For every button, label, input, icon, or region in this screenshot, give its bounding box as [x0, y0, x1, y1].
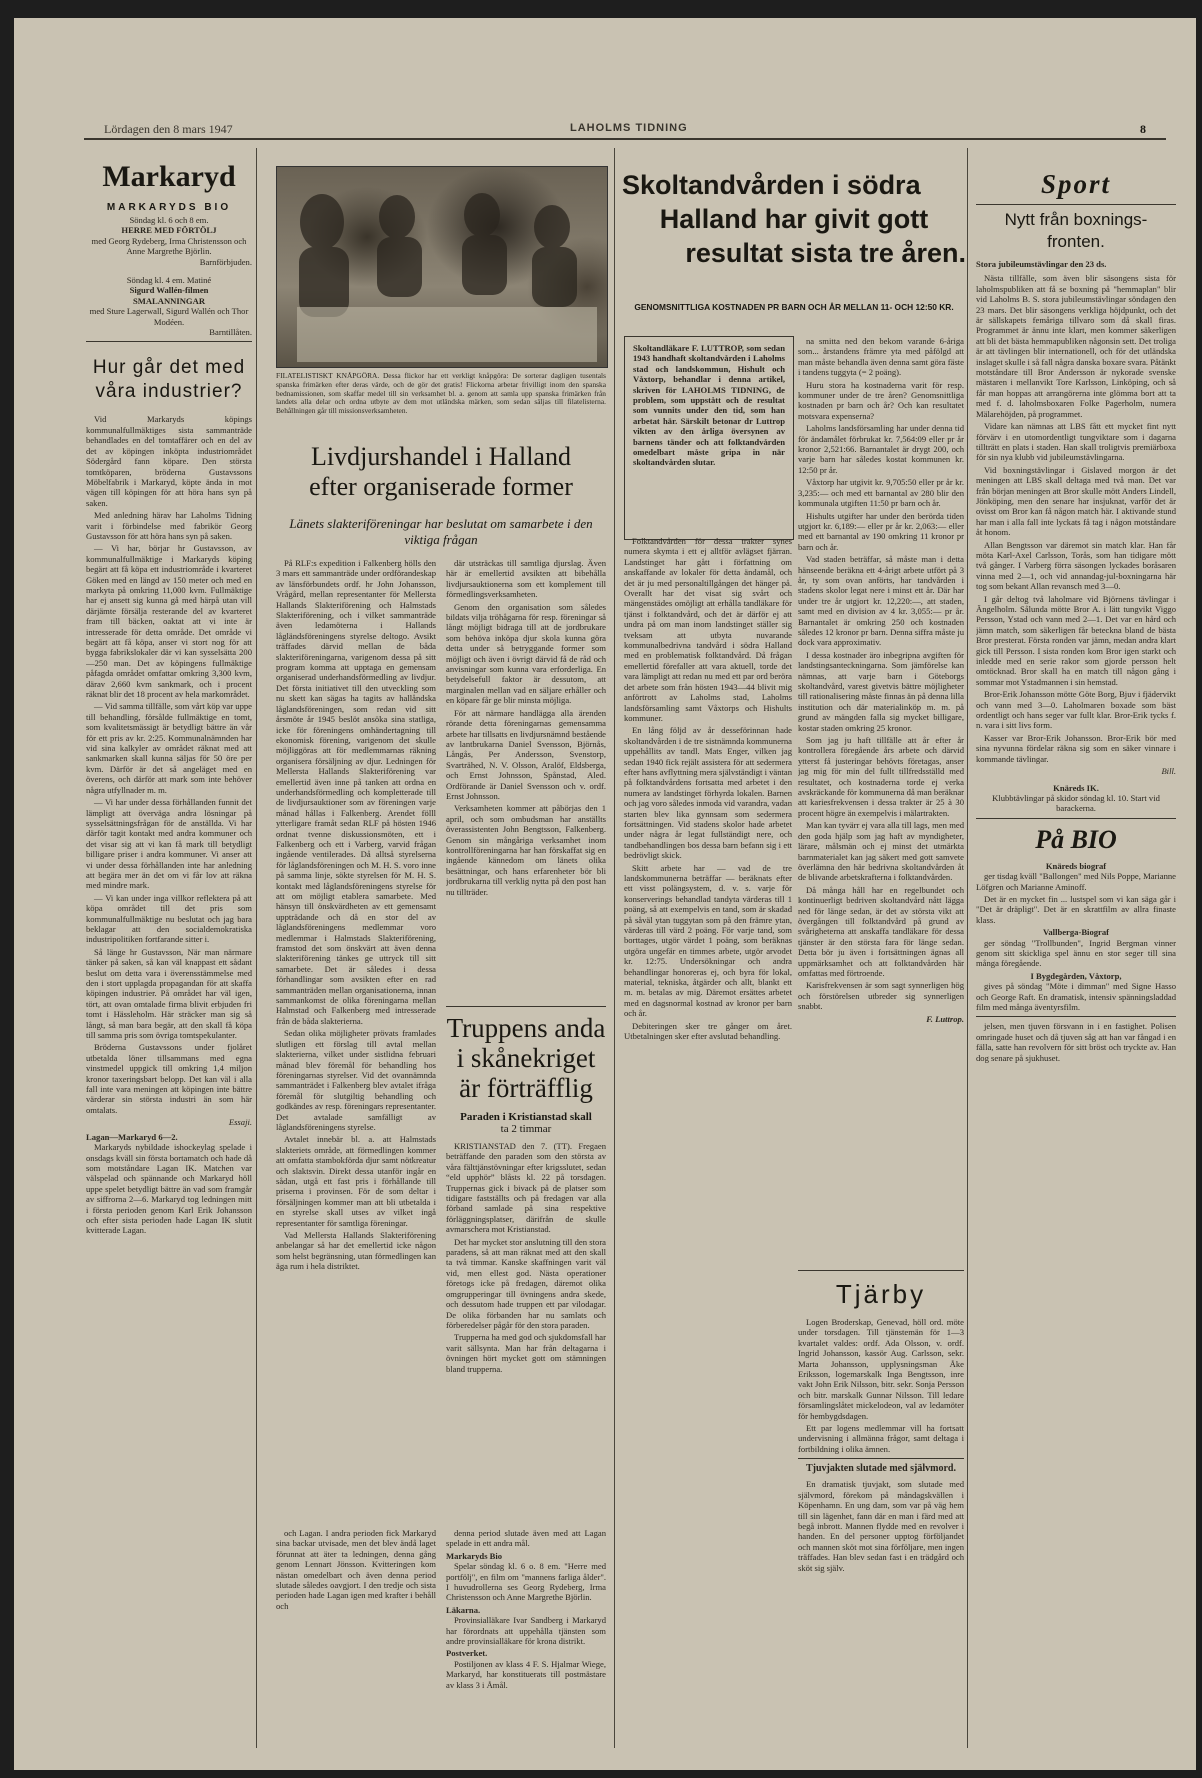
- bio-section-body: [976, 861, 1176, 1063]
- signature: Bill.: [1161, 766, 1176, 777]
- paragraph: I dessa kostnader äro inbegripna avgiften för landstingsanteckningarna. Som jämförelse kan nämnas, att varje barn i Göteborgs skoltandvård, varest givetvis bättre möjligheter till rationalisering måste finnas än på denna lilla institution och där materialinköp m. m. på grund av mängden falla sig mycket billigare, kostar staden omkring 25 kronor.: [798, 649, 964, 733]
- paragraph: där utsträckas till samtliga djurslag. Även här är emellertid avsikten att bibehålla livdjursauktionerna som ett komplement till förmedlingsverksamheten.: [446, 558, 606, 600]
- paragraph: Med anledning härav har Laholms Tidning varit i förbindelse med fabrikör Georg Gustavsson för att höra hans syn på saken.: [86, 510, 252, 541]
- bio-line: HERRE MED FÖRTÖLJ: [121, 225, 217, 236]
- column-rule: [256, 148, 257, 1748]
- paragraph: jelsen, men tjuven försvann in i en fastighet. Polisen omringade huset och då tjuven såg att han var fångad i en fälla, satte han revolvern för sitt bröst och tryckte av. Han dog senare på sjukhuset.: [976, 1021, 1176, 1063]
- cinema-title: Vallberga-Biograf: [1042, 927, 1110, 938]
- paragraph: Så länge hr Gustavsson, När man närmare tänker på saken, så kan väl knappast ett sådant beslut om detta vara i överensstämmelse med den i stort upplagda propagandan för att skaffa köpingen industrier. På området har väl igen, tört, att ovan omtalade firma blivit erbjuden fri tomt i Hässleholm. Här sträcker man sig så långt, så man bara begär, att den skall få köpa till samma pris som övriga tomtspekulanter.: [86, 946, 252, 1041]
- paragraph: En lång följd av år desseförinnan hade skoltandvården i de tre sistnämnda kommunerna uppehållits av tandl. Mats Enger, vilken jag sedan 1940 fick rejält assistera för att sedermera efter hans avflyttning mera självständigt i väntan på folktandvårdens fortsatta med arbetet i den numera av landstinget förhyrda lokalen. Barnen och jag voro således inmoda vid varandra, vadan starten blev lika gynnsam som sedermera fortsättningen. Vid stadens skolor hade arbetet under några år legat fullständigt nere, och tandbehandlingen bos dessa barn befann sig i ett bedrövligt skick.: [624, 725, 792, 861]
- paragraph: Spelar söndag kl. 6 o. 8 em. "Herre med portfölj", en film om "mannens farliga ålder". I huvudrollerna ses Georg Rydeberg, Irma Christensson och Anne Margrethe Björlin.: [446, 1561, 606, 1603]
- markaryd-sport-continued: [276, 1528, 436, 1758]
- sport-title: Sport: [1040, 169, 1112, 199]
- sport-lead: Stora jubileumstävlingar den 23 ds.: [976, 259, 1107, 269]
- column-rule: [967, 148, 968, 1748]
- skoltand-title: Halland har givit gott: [659, 204, 929, 234]
- markaryd-notices: [446, 1528, 606, 1758]
- cinema-title: Knäreds biograf: [1045, 860, 1107, 871]
- divider: [798, 1270, 964, 1271]
- paragraph: och Lagan. I andra perioden fick Markaryd sina backar utvisade, men det blev ändå laget förunnat att äter ta ledningen, denna gång genom Lennart Jönsson. Kvitteringen kom nästan omedelbart och även denna period slutade således oavgjort. I den tredje och sista perioden hade Lagan igen med krafter i behåll och: [276, 1528, 436, 1611]
- paragraph: — Vi har under dessa förhållanden funnit det lämpligt att överväga andra lösningar på sysselsättningsfrågan för de anställda. Vi har därför tagit kontakt med andra kommuner och det visar sig att vi kan få mark till betydligt billigare priser i andra kommuner. Vi anser att vi under dessa förhållanden inte har anledning att begära mer än det om vi får lov att räkna med mindre mark.: [86, 797, 252, 891]
- paragraph: Ett par logens medlemmar vill ha fortsatt undervisning i allmänna frågor, samt deltaga i fortbildning i olika ämnen.: [798, 1423, 964, 1454]
- photo-caption: FILATELISTISKT KNÅPGÖRA. Dessa flickor har ett verkligt knåpgöra: De sorterar dagligen tusentals spanska frimärken efter deras värde, och de gör det gratis! Flickorna arbetar frivilligt inom den spanska bednamissionen, som skaffar medel till sin verksamhet bl. a. genom att samla upp spanska frimärken från landets alla delar och ordna utbyte av dem mot utländska märken, som sedan säljas till filatelisterna. Behållningen går till missionsverksamheten.: [276, 372, 606, 416]
- sport-subtitle: fronten.: [1047, 232, 1105, 251]
- paragraph: Kasser var Bror-Erik Johansson. Bror-Erik bör med sina nyvunna fördelar räkna sig som en säker vinnare i kommande tävlingar.: [976, 732, 1176, 764]
- markaryd-title: Markaryd: [102, 160, 236, 193]
- knareds-title: Knäreds IK.: [1053, 782, 1099, 793]
- tjuvjakt-title: Tjuvjakten slutade med självmord.: [805, 1463, 956, 1475]
- divider: [976, 204, 1176, 205]
- paragraph: Som jag ju haft tillfälle att år efter år kontrollera föregående års arbete och därvid ytterst få justeringar behövts företagas, anser jag mig för min del fullt tillfredsställd med resultatet, och kostnaderna torde ej verka avskräckande för kommunerna då man beräknar att kariesfrekvensen i dessa trakter är 25 à 30 procent högre än exempelvis i mälartrakten.: [798, 735, 964, 818]
- notice-title: Läkarna.: [446, 1604, 481, 1615]
- paragraph: Vidare kan nämnas att LBS fått ett mycket fint nytt förvärv i en utomordentligt tungviktare som i dagarna tillträtt en plats i staden. Han skall troligtvis premiärboxa för sin nya klubb vid jubileumstävlingarna.: [976, 421, 1176, 463]
- paragraph: Skitt arbete har — vad de tre landskommunerna beträffar — beräknats efter ett visst polängsystem, d. v. s. varje för konserverings behandlad tandyta värderas till 1 poäng, så att exempelvis en tand, som är skadad på såväl ytan tuggytan som på den främre ytan, värderas till värd 2 poäng. För varje tand, som borttages, utgör värdet 1 poäng, som beräknas utgöra ungefär en timmes arbete, utgör arvodet kr. 12:75. Undersökningar och andra behandlingar honoreras ej, och byra för lokal, material, tekniska, åtgärder och allt, blankt ett m. m. betalas av mig. Däremot ersättes arbetet med en dagsnormal kostnad av kronor per barn och år.: [624, 862, 792, 1019]
- paragraph: KRISTIANSTAD den 7. (TT). Fregaen beträffande den paraden som den största av våra fälttjänstövningar efter krigsslutet, sedan “eld upphör” blåsts kl. 22 på torsdagen. Truppernas gick i bivack på de platser som tidigare fastställts och på fredagen var alla förband samlade på sina respektive förläggningsplatser, därifrån de skulle avmarschera mot Kristianstad.: [446, 1141, 606, 1235]
- paragraph: Debiteringen sker tre gånger om året. Utbetalningen sker efter avslutad behandling.: [624, 1020, 792, 1042]
- sport-subtitle: Nytt från boxnings-: [1004, 210, 1148, 229]
- livdjur-headline: [272, 442, 610, 512]
- truppen-subtitle: ta 2 timmar: [500, 1123, 552, 1135]
- paragraph: Huru stora ha kostnaderna varit för resp. kommuner under de tre åren? Genomsnittliga kostnaden pr barn och år? Och kan resultatet motsvara expenserna?: [798, 379, 964, 421]
- bio-line: Söndag kl. 6 och 8 em.: [129, 215, 209, 225]
- paragraph: Avtalet innebär bl. a. att Halmstads slakteriets område, att förmedlingen kommer att omfatta stambokförda djur samt nötkreatur och slaktsvin. Direkt dessa utanför ingår en sådan, utgå ett fast pris i förhållande till priserna i provinsen. För de som deltar i försäljningen kommer man att bli utbetalda i en styrelse skall utses av vilket ingå representanter för samtliga föreningar.: [276, 1134, 436, 1228]
- divider: [976, 1016, 1176, 1017]
- matine-line: Barntillåten.: [209, 327, 252, 338]
- truppen-article: [446, 1002, 606, 1522]
- paragraph: na smitta ned den bekom varande 6-åriga som... årstandens främre yta med påfölgd att man måste behandla även denna samt göra fäste i tandens tuggyta (= 2 poäng).: [798, 336, 964, 378]
- signature: Essaji.: [228, 1117, 252, 1128]
- paragraph: ger söndag "Trollbunden", Ingrid Bergman vinner genom sitt skickliga spel ännu en stor seger till sina många föregående.: [976, 937, 1176, 969]
- bio-line: med Georg Rydeberg, Irma Christensson och Anne Margrethe Björlin.: [91, 235, 247, 257]
- sport-body: [976, 273, 1176, 813]
- skoltand-body-right: [798, 336, 964, 1256]
- paragraph: I går deltog två laholmare vid Björnens tävlingar i Ängelholm. Sålunda mötte Bror A. i lätt tungvikt Viggo Persson, Ystad och vann med 2—1. Det var en hård och jämn match, som säkerligen får beteckna bland de bästa Bror presterat. Första ronden var jämn, medan andra klart gick till Persson. I sista ronden kom Bror igen starkt och inledde med en serie rakor som gjorde persson helt omtöcknad. Bror skall ha en match till någon gång i sommar mot Ystadmannen i sin hemstad.: [976, 593, 1176, 687]
- paragraph: — Vid samma tillfälle, som vårt köp var uppe till behandling, försålde fullmäktige en tomt, som kvalitetsmässigt är betydligt bättre än vår för ett pris av kr. 2:25. Kommunalnämnden har vid sina kalkyler av området räknat med att sankmarken skall kunna säljas för 50 öre per kvm. Därför är det så angeläget med en överens, och därför att mark som inte behöver några utfyllnader m. m.: [86, 701, 252, 795]
- paragraph: — Vi har, börjar hr Gustavsson, av kommunalfullmäktige i Markaryds köping begärt att få köpa ett industriområde i kvarteret Göken med en längd av 150 meter och med en markyta på omkring 11,000 kvm. Fullmäktige har ej ansett sig kunna gå med härpå utan vill därjämte försälja resterande del av kvarteret fram till bäcken, oaktat att vi inte är intresserade för detta område. Det område vi begärt att få köpa, anser vi stort nog för att bygga fabrikslokaler där vi kan sysselsätta 200—250 man. Det av köpingens fullmäktige påfagda området omfattar omkring 3,300 kvm, därav 2,660 kvm sankmark, och i procent räknat blir det 18 procent av hela markområdet.: [86, 543, 252, 700]
- skoltand-subtitle: GENOMSNITTLIGA KOSTNADEN PR BARN OCH ÅR MELLAN 11- OCH 12:50 KR.: [634, 302, 954, 312]
- paragraph: Det är en mycket fin ... lustspel som vi kan säga går i "Det är dräpligt". Det är en skrattfilm av allra finaste klass.: [976, 893, 1176, 925]
- livdjur-title: Livdjurshandel i Halland: [311, 442, 571, 471]
- column-rule: [614, 148, 615, 1748]
- truppen-title: i skånekriget: [456, 1043, 596, 1073]
- paragraph: Man kan tyvärr ej vara alla till lags, men med den goda hjälp som jag haft av myndigheter, lärare, målsmän och ej minst det utmärkta barnmaterialet kan jag säkert med gott samvete överlämna den här bedrivna skoltandvården åt de blivande arbetskrafterna i folktandvården.: [798, 820, 964, 883]
- paragraph: Markaryds nybildade ishockeylag spelade i onsdags kväll sin första bortamatch och hade då som motståndare Lagan IK. Matchen var välspelad och spännande och Markaryd höll uppe spelet betydligt bättre än vad som framgår av siffrorna 2—6. Markaryd tog ledningen mitt i första perioden genom Karl Erik Johansson och efter sista perioden hade Lagan IK slutit kvitterade Lagan.: [86, 1142, 252, 1236]
- paragraph: Logen Broderskap, Genevad, höll ord. möte under torsdagen. Till tjänstemän för 1—3 kvartalet valdes: ordf. Ada Olsson, v. ordf. Ingrid Johansson, kassör Aug. Carlsson, sekr. Marta Johansson, upplysningsman Åke Eriksson, logemarskalk Inga Bengtsson, inre vakt John Erik Nilsson, bitr. sekr. Sonja Persson och bitr. marskalk Gunnar Nilsson. Till ledare församlingslåtet mickelodeon, val av ledamöter för hembygdsdagen.: [798, 1317, 964, 1421]
- paragraph: För att närmare handlägga alla ärenden rörande detta föreningarnas gemensamma arbete har tillsatts en livdjursnämnd bestående av lantbrukarna Daniel Svensson, Björnås, Långås, Per Andersson, Svenstorp, Svarträhed, N. V. Olsson, Aralöf, Eldsberga, och Ernst Johnsson, Spånstad, Aled. Ordförande är Daniel Svensson och v. ordf. Ernst Johnsson.: [446, 707, 606, 801]
- header-paper-name: LAHOLMS TIDNING: [570, 122, 688, 134]
- header-date: Lördagen den 8 mars 1947: [104, 122, 233, 136]
- livdjur-body-left: [276, 558, 436, 1518]
- industry-article: [86, 414, 252, 1235]
- paragraph: Hishults utgifter har under den berörda tiden utgjort kr. 6,189:— eller pr år kr. 2,063:— eller med ett barnantal av 190 omkring 11 kronor pr barn och år.: [798, 510, 964, 552]
- skoltand-title: resultat sista tre åren.: [685, 238, 966, 268]
- divider: [86, 341, 252, 342]
- matine-line: Söndag kl. 4 em. Matiné: [126, 275, 212, 286]
- paragraph: Nästa tillfälle, som även blir säsongens sista för laholmspubliken att få se boxning på "hemmaplan" blir vid Laholms B. S. stora jubileumstävlingar söndagen den 23 mars. Det blir säsongens verkliga höjdpunkt, och det är sällskapets femåriga tillvaro som då skall firas. Programmet är ännu inte klart, men kommer säkerligen att bli det bästa hemmapubliken någonsin sett. Det troliga är att tävlingen blir internationell, och för det utländska inslaget skulle i så fall några danska boxare svara. Påtänkt motståndare till Bror Andersson är nykorade svenske mästaren i mellanvikt Tore Karlsson, Linköping, och så får man hoppas att arrangörerna inte glömma bort att ta med f. d. laholmsboxaren Folke Pagerholm, numera Mälarehöjden, på programmet.: [976, 273, 1176, 419]
- paragraph: Genom den organisation som således bildats vilja tröhågarna för resp. föreningar så långt möjligt bidraga till att de jordbrukare som behöva inköpa djur skola kunna göra detta under så betryggande former som möjligt och även i övrigt därvid få de råd och anvisningar som kunna vara erforderliga. En betydelsefull faktor är dessutom, att marginalen mellan vad en säljare erhåller och en köpare får ge blir minsta möjliga.: [446, 601, 606, 706]
- paragraph: ger tisdag kväll "Ballongen" med Nils Poppe, Marianne Löfgren och Marianne Aminoff.: [976, 871, 1176, 892]
- knareds-body: Klubbtävlingar på skidor söndag kl. 10. Start vid barackerna.: [992, 792, 1160, 814]
- paragraph: Karisfrekvensen är som sagt synnerligen hög och förstörelsen utbreder sig synnerligen snabbt.: [798, 980, 964, 1012]
- paragraph: Sedan olika möjligheter prövats framlades slutligen ett förslag till avtal mellan slakterierna, vilket under sistlidna februari månad blev föremål för behandling hos föreningarnas styrelser. Vid det ovannämnda sammanträdet i Falkenberg blev avtalet ifråga föremål för slutgiltig behandling och godkändes av resp. föreningars representanter. Det avtalade samfälligt av låglandsföreningens styrelse.: [276, 1028, 436, 1132]
- paragraph: Provinsialläkare Ivar Sandberg i Markaryd har förordnats att uppehålla tjänsten som andre provinsialläkare för krona distrikt.: [446, 1615, 606, 1647]
- truppen-subtitle: Paraden i Kristianstad skall: [460, 1111, 592, 1123]
- paragraph: Våxtorp har utgivit kr. 9,705:50 eller pr år kr. 3,235:— och med ett barnantal av 280 blir den kommunala utgiften 11:50 pr barn och år.: [798, 477, 964, 509]
- photo-figures: [277, 167, 607, 367]
- paragraph: — Vi kan under inga villkor reflektera på att köpa området till det pris som kommunalfullmäktige nu beslutat och jag bara beklagar att den socialdemokratiska industripolitiken fortfarande sitter i.: [86, 892, 252, 945]
- tjarby-title: Tjärby: [835, 1279, 927, 1309]
- tjarby-body: [798, 1317, 964, 1573]
- livdjur-title: efter organiserade former: [309, 472, 573, 501]
- paragraph: Vid boxningstävlingar i Gislaved morgon är det meningen att LBS skall deltaga med två man. Det var från början meningen att Bror skulle mött Anders Lindell, Jönköping, men den senare har insjuknat, varför det är ovisst om Bror kan få någon match här. I aktivande stund har man i alla fall inte lyckats få tag i någon motståndare åt honom.: [976, 464, 1176, 538]
- header-page-number: 8: [1140, 122, 1146, 136]
- matine-schedule: [86, 275, 252, 337]
- matine-line: Sigurd Wallén-filmen: [129, 285, 209, 296]
- skoltand-intro-box: Skoltandläkare F. LUTTROP, som sedan 1943 handhaft skoltandvården i Laholms stad och landskommun, Hishult och Våxtorp, behandlar i denna artikel, skriven för LAHOLMS TIDNING, de problem, som uppstått och de resultat som vunnits under den tid, som han arbetat här. Särskilt betonar dr Luttrop vikten av den årliga översynen av barnens tänder och att folktandvården omedelbart måste gripa in när skoltandvården slutar.: [624, 336, 794, 540]
- notice-title: Postverket.: [446, 1648, 488, 1659]
- paragraph: denna period slutade även med att Lagan spelade in ett andra mål.: [446, 1528, 606, 1549]
- paragraph: Vad staden beträffar, så måste man i detta hänseende beräkna ett 4-årigt arbete utfört på 3 år, ty som ovan anförts, har tandvården i stadens skolor legat nere i minst ett år. Där har under tre år utgjort kr. 12,220:—, att staden, samt med en division av 4 kr. 3,055:— pr år. Barnantalet är omkring 250 och kostnaden således 12 kronor pr barn. Denna siffra måste ju dock vara approximativ.: [798, 554, 964, 648]
- bio-line: Barnförbjuden.: [199, 256, 252, 267]
- skoltand-title: Skoltandvården i södra: [622, 170, 921, 200]
- matine-line: med Sture Lagerwall, Sigurd Wallén och Thor Modéen.: [89, 306, 249, 327]
- paragraph: Då många håll har en regelbundet och kontinuerligt bedriven skoltandvård nått lägga ned för länge sedan, är det av största vikt att övergången till folktandvård på grund av svårigheterna att anskaffa tandläkare för dessa tjänster är den största fara för länge sedan. Detta bör ju även i fortsättningen ägnas all uppmärksamhet och att folktandvården här omfattas med förtroende.: [798, 884, 964, 978]
- paragraph: Vad Mellersta Hallands Slakteriförening anbelangar så har det emellertid icke någon som helst begränsning, utan förmedlingen kan äga rum i hela distriktet.: [276, 1230, 436, 1272]
- paragraph: gives på söndag "Möte i dimman" med Signe Hasso och George Raft. En dramatisk, intensiv spänningsladdad film med många äventyrsfilm.: [976, 981, 1176, 1012]
- tjarby-article: [798, 1266, 964, 1756]
- paragraph: Folktandvården för dessa trakter synes numera skymta i ett ej alltför avlägset fjärran. Landstinget har gått i författning om anskaffande av lokaler för detta ändamål, och det är ju med personaltillgången det hänger på. Overallt har det visat sig svårt och mängenstädes omöjligt att erhålla tandläkare för tjänst i folktandvård, och det är därför ej att undra på om man inom landstinget ställer sig tveksam att utbyta nuvarande kommunalbedrivna tandvård i södra Halland med en problematisk folktandvård. Då frågan emellertid förefaller att vara aktuell, torde det vara lämpligt att redan nu med ett par ord beröra det arbete som från hösten 1943—44 blivit mig anförtrott av Laholms stad, Laholms landsförsamling samt Våxtorps och Hishults kommuner.: [624, 536, 792, 723]
- skoltand-body-left: [624, 536, 792, 1476]
- paragraph: Bror-Erik Johansson mötte Göte Borg, Bjuv i fjädervikt och vann med 3—0. Laholmaren boxade som bäst ordentligt och hans seger var fullt klar. Bror-Erik tycks f. n. vara i sitt livs form.: [976, 689, 1176, 731]
- sport-column: [976, 168, 1176, 1758]
- truppen-title: är förträfflig: [459, 1073, 593, 1103]
- industry-title: Hur går det med våra industrier?: [92, 357, 246, 403]
- paragraph: Allan Bengtsson var däremot sin match klar. Han får möta Karl-Axel Carlsson, Torås, som han tidigare mött två gånger. I Varberg förra säsongen lyckades boråsaren vinna med 2—1, och vid annandag-jul-boxningarna här tog som bekant Allan revansch med 3—0.: [976, 539, 1176, 592]
- notice-title: Markaryds Bio: [446, 1550, 503, 1561]
- paragraph: Vid Markaryds köpings kommunalfullmäktiges sista sammanträde behandlades en del tomtaffärer och en del av det av köpingen inköpta industriområdet Södergård fann köpare. Den största tomtköparen, bröderna Gustavssons Möbelfabrik i Markaryd, köpte ända in mot vägen till köpingen för att höra hans syn på saken.: [86, 414, 252, 508]
- livdjur-subtitle: Länets slakteriföreningar har beslutat om samarbete i den viktiga frågan: [289, 516, 593, 547]
- signature: F. Luttrop.: [926, 1013, 964, 1024]
- news-photo: [276, 166, 608, 368]
- skoltand-headline: [622, 168, 966, 288]
- divider: [976, 818, 1176, 819]
- matine-line: SMALANNINGAR: [132, 295, 206, 306]
- bio-section-title: På BIO: [1035, 824, 1117, 854]
- paragraph: Bröderna Gustavssons under fjolåret utbetalda löner tillsammans med egna vinstmedel uppgick till omkring 1,4 miljon kronor taxeringsbart belopp. Det kan väl i alla fall inte vara meningen att köpingen inte bättre värderar sin största industri än som här omtalats.: [86, 1042, 252, 1115]
- paragraph: På RLF:s expedition i Falkenberg hölls den 3 mars ett sammanträde under ordförandeskap av länsförbundets ordf. hr John Johansson, Vrågård, mellan representanter för Mellersta Hallands Slakteriförening och Halmstads Slakteriförening, och i vilket sammanträde även ledamöterna i Hallands lågländsföreningens styrelse deltogo. Avsikt träffades därvid mellan de båda slakteriföreningarna, varigenom dessa på sitt program komma att upptaga en gemensam organiserad underhandsförmedling av livdjur. Det första initiativet till den utveckling som nu skett kan sägas ha tagits av hallåndska låglandsföreningen, som redan vid sitt årsmöte år 1945 beslöt ansöka sina statliga, icke för föreningens omhändertagning till ekonomisk förening, varigenom det skulle möjliggöras att för medlemmarnas räkning organisera försäljning av djur. Ledningen för Mellersta Hallands Slakteriförening var emellertid även inne på tanken att ordna en underhandsförmedling och kompletterade till de livdjursauktioner som av föreningen varje månad hållas i Falkenberg. Arendet fölll ytterligare framåt sedan RLF på hösten 1946 ordnat tvenne diskussionsmöten, ett i Falkenberg och ett i Varberg, varvid frågan ingående ventilerades. Då alltså styrelserna för låglandsföreningen och M. H. S. voro inne på samma linje, sökte styrelsen för M. H. S. kontakt med låglandsföreningens styrelse för att om möjligt etablera samarbete. Med hänsyn till önskvärdheten av ett gemensamt uppträdande och då en stor del av låglandsföreningens medlemmar voro medlemmar i Halmstads Slakteriförening, framstod det som önskvärt att även denna slakteriförening tänkes ge uttryck till sitt samarbete. Det är således i dessa förhandlingar som avsikten efter en rad sammanträden mellan organisationerna, innan sammankomst de olika föreningarna mellan Halmstad och Falkenberg med intresserade från de båda slakterierna.: [276, 558, 436, 1026]
- sport-title: Lagan—Markaryd 6—2.: [86, 1131, 178, 1142]
- paragraph: Laholms landsförsamling har under denna tid för ändamålet förbrukat kr. 7,564:09 eller pr år kronor 2,521:66. Barnantalet är drygt 200, och varje barn har således kostat kommunen kr. 12:50 pr år.: [798, 423, 964, 475]
- newspaper-page: [14, 18, 1196, 1770]
- divider: [446, 1006, 606, 1007]
- bio-heading: MARKARYDS BIO: [106, 202, 232, 213]
- paragraph: Verksamheten kommer att påbörjas den 1 april, och som ombudsman har anställts överassistenten John Bengtsson, Falkenberg. Genom sin mångåriga verksamhet inom kontrollföreningarna har han förskaffat sig en ingående kännedom om länets olika besättningar, och hans erfarenheter bör bli jordbrukarna till verklig nytta på den post han nu tillträder.: [446, 803, 606, 897]
- paragraph: Trupperna ha med god och sjukdomsfall har varit sällsynta. Man har från deltagarna i övningen hört mycket gott om stämningen bland trupperna.: [446, 1332, 606, 1374]
- paragraph: Postiljonen av klass 4 F. S. Hjalmar Wiege, Markaryd, har konstituerats till postmästare av klass 3 i Åmål.: [446, 1658, 606, 1690]
- livdjur-body-right: [446, 558, 606, 998]
- paragraph: Det har mycket stor anslutning till den stora paradens, så att man räknat med att den skall ta två timmar. Kanske skaffningen varit väl vid, men ellest god. Nästa operationer företogs icke på fredagen, däremot olika omgrupperingar till övningens andra skede, och dessutom hade truppen ett par vilodagar. De olika förbanden har nu samlats och förberedelser pågår för den stora paraden.: [446, 1236, 606, 1330]
- markaryd-column: [86, 150, 252, 1760]
- bio-schedule: [86, 215, 252, 267]
- header-rule: [84, 138, 1166, 140]
- cinema-title: I Bygdegården, Våxtorp,: [1030, 970, 1122, 981]
- truppen-body: [446, 1141, 606, 1374]
- divider: [798, 1458, 964, 1459]
- truppen-title: Truppens anda: [446, 1013, 606, 1043]
- paragraph: En dramatisk tjuvjakt, som slutade med självmord, förekom på måndagskvällen i Köpenhamn. En ung dam, som var på väg hem till sin lägenhet, fann där en man i färd med att begå inbrott. Mannen flydde med en revolver i handen. En del personer upptog förföljandet och mannen sköt mot sina förföljare, men ingen träffades. Han blev sedan fast i en trädgård och sköt sig själv.: [798, 1479, 964, 1573]
